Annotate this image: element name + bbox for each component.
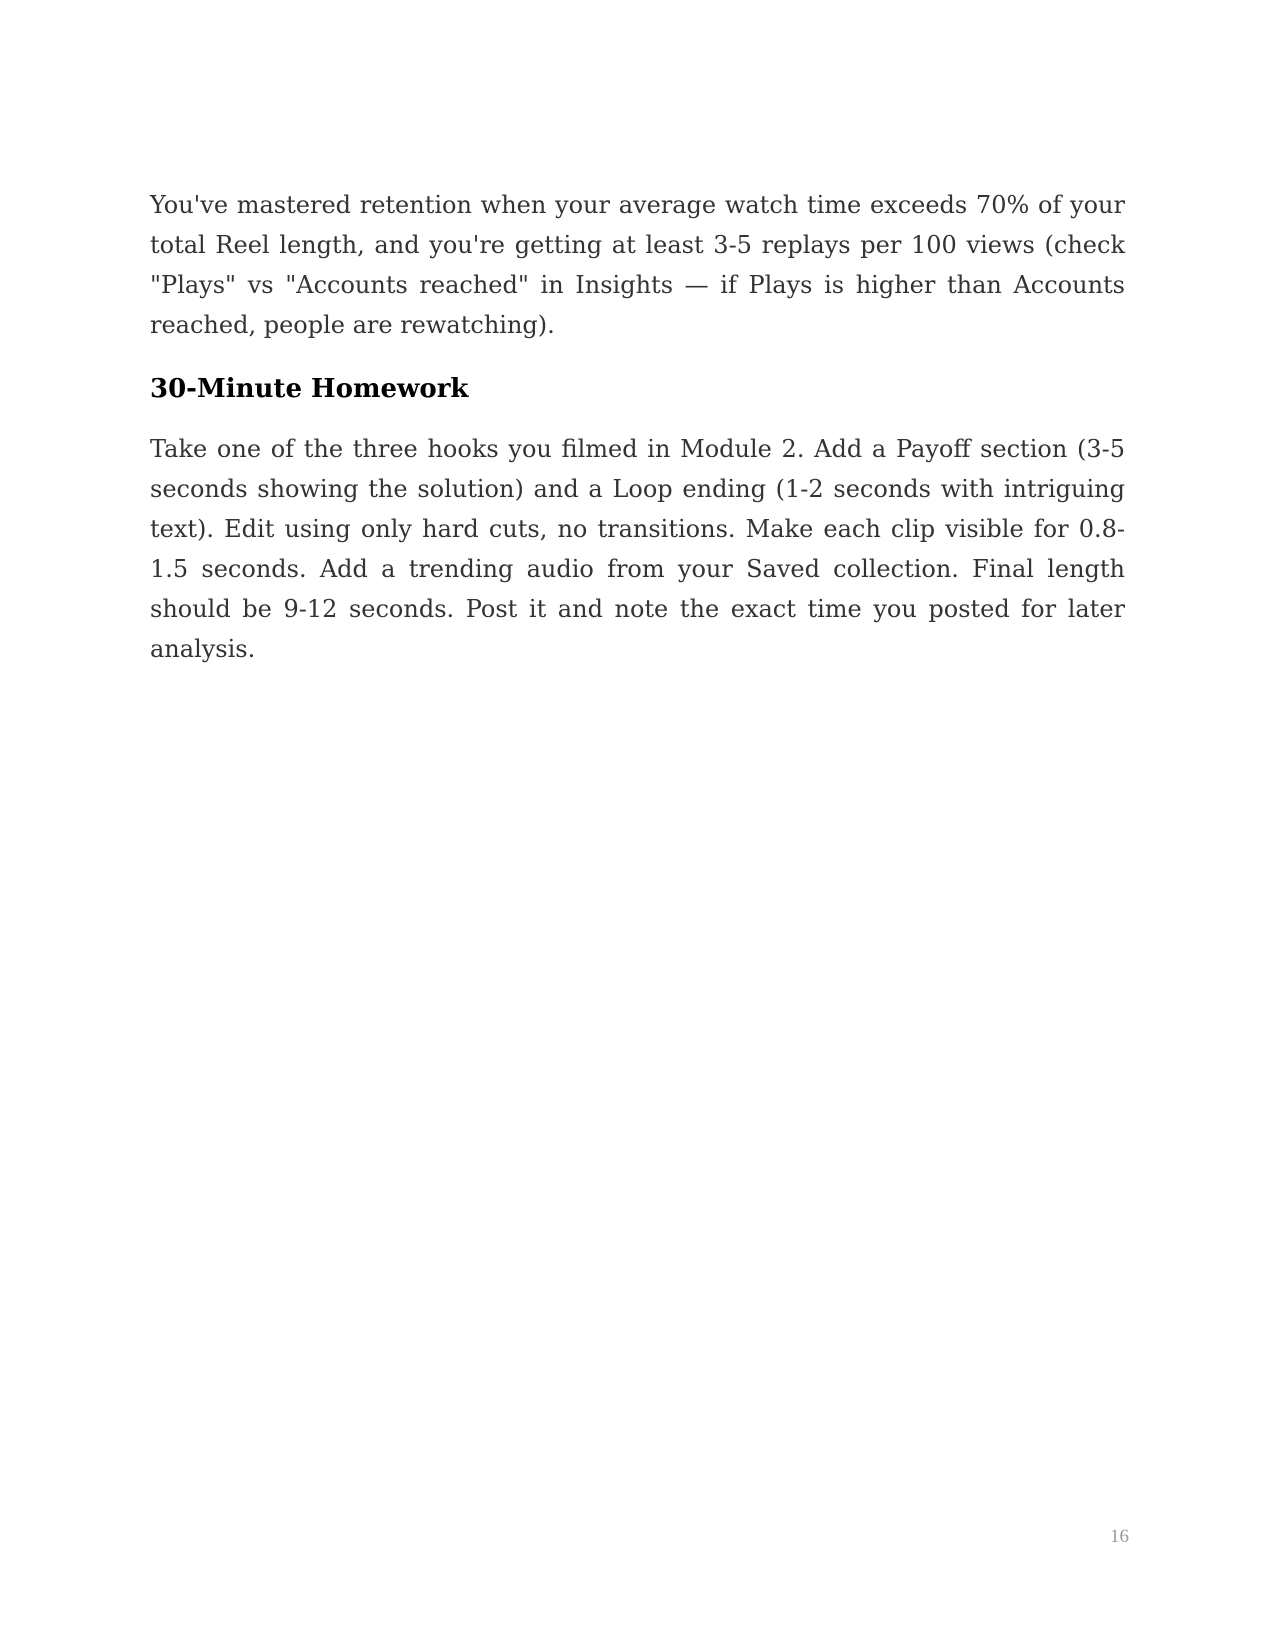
retention-paragraph: You've mastered retention when your average watch time exceeds 70% of your total Reel length, and you're getting at least 3-5 replays per 100 views (check "Plays" vs "Accounts reached" in Insights — if Plays is higher than Accounts reached, people are rewatching). (150, 191, 1125, 339)
homework-heading: 30-Minute Homework (150, 374, 469, 404)
page-content (150, 185, 1125, 669)
homework-paragraph: Take one of the three hooks you filmed in Module 2. Add a Payoff section (3-5 seconds showing the solution) and a Loop ending (1-2 seconds with intriguing text). Edit using only hard cuts, no transitions. Make each clip visible for 0.8-1.5 seconds. Add a trending audio from your Saved collection. Final length should be 9-12 seconds. Post it and note the exact time you posted for later analysis. (150, 435, 1125, 663)
page-number: 16 (1110, 1526, 1129, 1547)
